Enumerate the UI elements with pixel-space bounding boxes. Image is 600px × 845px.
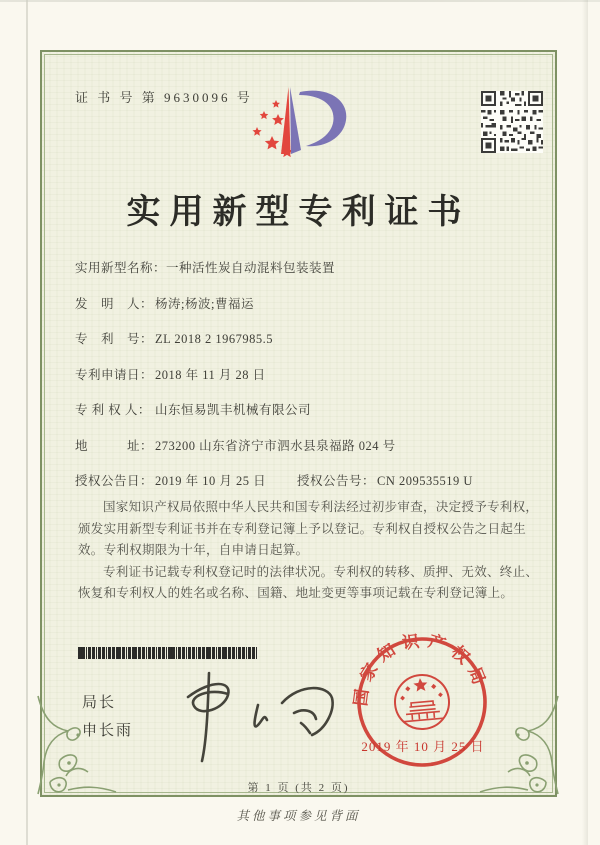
field-value: 山东恒易凯丰机械有限公司 [155, 403, 312, 417]
svg-text:国家知识产权局 [346, 626, 492, 709]
field-grant-no [297, 471, 473, 489]
field-value: 一种活性炭自动混料包装装置 [166, 261, 336, 275]
field-label: 发 明 人： [75, 296, 154, 311]
cnipa-logo-icon [250, 80, 364, 186]
field-label: 授权公告号： [297, 474, 376, 488]
field-value: 杨涛;杨波;曹福运 [155, 296, 254, 311]
field-row-inventors [75, 294, 525, 330]
legal-text [78, 497, 540, 605]
seal-ring-text: 国家知识产权局 [351, 630, 492, 708]
official-seal-icon [346, 626, 498, 778]
field-list [75, 258, 525, 507]
field-label: 专 利 权 人： [75, 403, 151, 417]
field-row-patent-no [75, 329, 525, 365]
field-row-address [75, 436, 525, 472]
legal-paragraph-1: 国家知识产权局依照中华人民共和国专利法经过初步审查，决定授予专利权，颁发实用新型专利证书并在专利登记簿上予以登记。专利权自授权公告之日起生效。专利权期限为十年，自申请日起算。 [78, 500, 539, 557]
page-number: 第 1 页 (共 2 页) [247, 782, 350, 794]
field-row-name [75, 258, 525, 294]
commissioner-title: 局长 [82, 695, 117, 711]
field-label: 实用新型名称： [75, 261, 167, 275]
field-value: 273200 山东省济宁市泗水县泉福路 024 号 [155, 438, 396, 453]
field-value: 2018 年 11 月 28 日 [155, 367, 266, 382]
commissioner-name: 申长雨 [82, 723, 134, 739]
qr-code-icon [481, 91, 543, 153]
certificate-title: 实用新型专利证书 [126, 194, 471, 231]
field-row-patentee [75, 400, 525, 436]
field-label: 专 利 号： [75, 332, 154, 346]
back-side-note: 其他事项参见背面 [236, 809, 361, 823]
scan-edge-top [0, 0, 600, 2]
field-value: ZL 2018 2 1967985.5 [155, 332, 274, 346]
field-value: CN 209535519 U [377, 474, 473, 488]
scan-edge-right [582, 0, 588, 845]
seal-date: 2019 年 10 月 25 日 [361, 739, 485, 754]
scan-edge-left [26, 0, 28, 845]
field-label: 地 址： [75, 438, 154, 453]
barcode-icon [78, 647, 258, 659]
certificate-number: 证 书 号 第 9630096 号 [75, 90, 253, 105]
field-label: 专利申请日： [75, 367, 154, 382]
legal-paragraph-2: 专利证书记载专利权登记时的法律状况。专利权的转移、质押、无效、终止、恢复和专利权人的姓名或名称、国籍、地址变更等事项记载在专利登记簿上。 [78, 564, 539, 600]
field-row-filing-date [75, 365, 525, 401]
field-label: 授权公告日： [75, 474, 154, 488]
handwritten-signature-icon [162, 663, 352, 771]
field-value: 2019 年 10 月 25 日 [155, 474, 267, 488]
